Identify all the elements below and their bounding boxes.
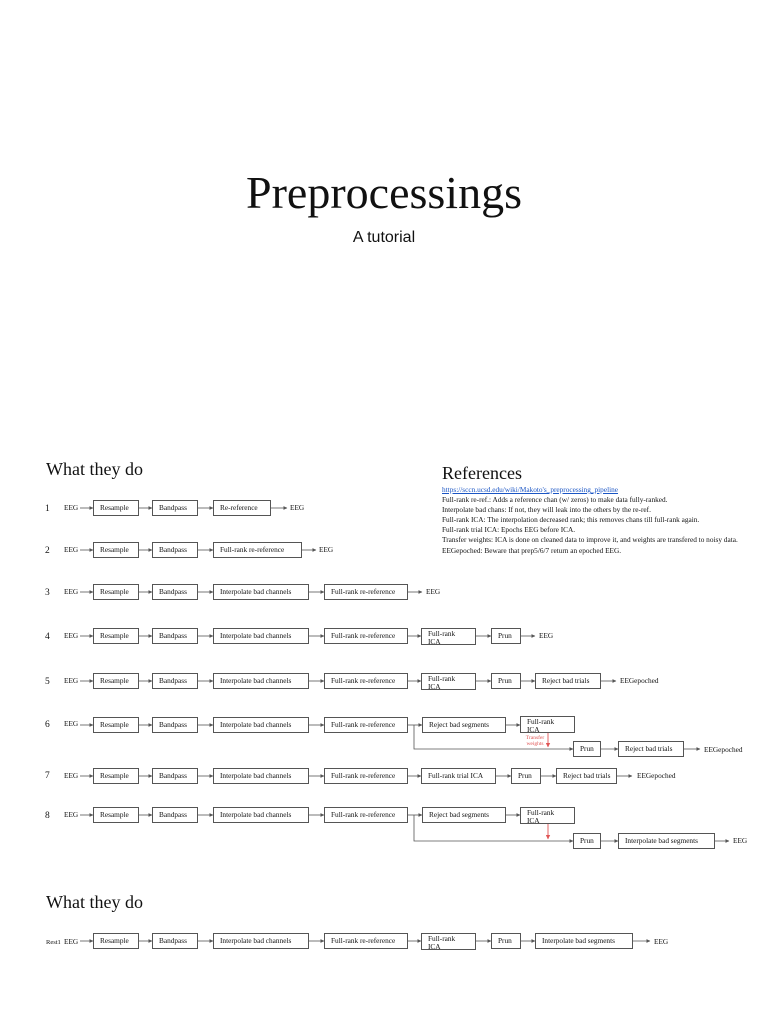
interp-bad-channels-box: Interpolate bad channels	[213, 584, 309, 600]
row-number: 5	[45, 677, 50, 687]
fullrank-reref-box: Full-rank re-reference	[324, 673, 408, 689]
resample-box: Resample	[93, 673, 139, 689]
fullrank-ica-label-bottom: ICA	[428, 942, 441, 951]
eeg-epoched-output-label: EEGepoched	[637, 771, 676, 780]
bandpass-box: Bandpass	[152, 628, 198, 644]
row-number: 7	[45, 771, 50, 781]
transfer-weights-label-bottom: weights	[526, 741, 544, 747]
reject-bad-segments-box: Reject bad segments	[422, 717, 506, 733]
fullrank-ica-label-top: Full-rank	[428, 629, 456, 638]
resample-box: Resample	[93, 542, 139, 558]
bandpass-box: Bandpass	[152, 500, 198, 516]
transfer-weights-note	[515, 735, 555, 747]
eeg-output-label: EEG	[539, 631, 554, 640]
page-subtitle: A tutorial	[352, 229, 416, 246]
resample-box: Resample	[93, 500, 139, 516]
references-link[interactable]: https://sccn.ucsd.edu/wiki/Makoto's_preprocessing_pipeline	[442, 485, 619, 494]
resample-box: Resample	[93, 628, 139, 644]
references-panel	[442, 462, 754, 556]
eeg-epoched-output-label: EEGepoched	[704, 745, 743, 754]
reject-bad-trials-box: Reject bad trials	[556, 768, 617, 784]
eeg-output-label: EEG	[319, 545, 334, 554]
bandpass-box: Bandpass	[152, 542, 198, 558]
bandpass-box: Bandpass	[152, 768, 198, 784]
interp-bad-channels-box: Interpolate bad channels	[213, 807, 309, 823]
row-number: 3	[45, 588, 50, 598]
row-number: 2	[45, 546, 50, 556]
eeg-input-label: EEG	[64, 937, 79, 946]
fullrank-reref-box: Full-rank re-reference	[324, 807, 408, 823]
interp-bad-segments-box: Interpolate bad segments	[618, 833, 715, 849]
rereference-box: Re-reference	[213, 500, 271, 516]
fullrank-reref-box: Full-rank re-reference	[324, 584, 408, 600]
fullrank-trial-ica-box: Full-rank trial ICA	[421, 768, 496, 784]
fullrank-ica-label-bottom: ICA	[428, 637, 441, 646]
prun-box: Prun	[511, 768, 541, 784]
resample-box: Resample	[93, 717, 139, 733]
fullrank-ica-label-bottom: ICA	[428, 682, 441, 691]
reference-note: Full-rank re-ref.: Adds a reference chan (w/ zeros) to make data fully-ranked.	[442, 495, 668, 505]
eeg-input-label: EEG	[64, 676, 79, 685]
fullrank-reref-box: Full-rank re-reference	[324, 717, 408, 733]
eeg-input-label: EEG	[64, 719, 79, 728]
reference-note: Transfer weights: ICA is done on cleaned data to improve it, and weights are transfered to noisy data.	[442, 535, 738, 545]
row-number: 8	[45, 811, 50, 821]
eeg-input-label: EEG	[64, 771, 79, 780]
section-heading-what-they-do-rest: What they do	[46, 892, 143, 912]
fullrank-ica-box	[421, 628, 476, 645]
page-title: Preprocessings	[246, 167, 522, 218]
reject-bad-segments-box: Reject bad segments	[422, 807, 506, 823]
resample-box: Resample	[93, 807, 139, 823]
row-number: 1	[45, 504, 50, 514]
eeg-epoched-output-label: EEGepoched	[620, 676, 659, 685]
resample-box: Resample	[93, 584, 139, 600]
fullrank-ica-label-top: Full-rank	[527, 717, 555, 726]
interp-bad-segments-box: Interpolate bad segments	[535, 933, 633, 949]
reference-note: Full-rank ICA: The interpolation decreased rank; this removes chans till full-rank again.	[442, 515, 700, 525]
eeg-input-label: EEG	[64, 810, 79, 819]
reference-note: EEGepoched: Beware that prep5/6/7 return an epoched EEG.	[442, 545, 622, 555]
transfer-weights-label-top: Transfer	[525, 735, 545, 741]
eeg-output-label: EEG	[733, 836, 748, 845]
bandpass-box: Bandpass	[152, 717, 198, 733]
reference-note: Full-rank trial ICA: Epochs EEG before ICA.	[442, 525, 576, 535]
section-heading-what-they-do: What they do	[46, 459, 143, 479]
interp-bad-channels-box: Interpolate bad channels	[213, 628, 309, 644]
eeg-input-label: EEG	[64, 545, 79, 554]
fullrank-ica-box	[421, 933, 476, 950]
prun-box: Prun	[573, 833, 601, 849]
interp-bad-channels-box: Interpolate bad channels	[213, 768, 309, 784]
fullrank-ica-label-bottom: ICA	[527, 725, 540, 734]
interp-bad-channels-box: Interpolate bad channels	[213, 673, 309, 689]
eeg-output-label: EEG	[426, 587, 441, 596]
references-title: References	[442, 463, 522, 483]
fullrank-reref-box: Full-rank re-reference	[324, 768, 408, 784]
fullrank-ica-label-top: Full-rank	[527, 808, 555, 817]
eeg-output-label: EEG	[654, 937, 669, 946]
fullrank-ica-label-top: Full-rank	[428, 674, 456, 683]
eeg-input-label: EEG	[64, 631, 79, 640]
row-number: 4	[45, 632, 50, 642]
reject-bad-trials-box: Reject bad trials	[535, 673, 601, 689]
eeg-output-label: EEG	[290, 503, 305, 512]
reject-bad-trials-box: Reject bad trials	[618, 741, 684, 757]
bandpass-box: Bandpass	[152, 673, 198, 689]
eeg-input-label: EEG	[64, 587, 79, 596]
bandpass-box: Bandpass	[152, 584, 198, 600]
bandpass-box: Bandpass	[152, 807, 198, 823]
prun-box: Prun	[491, 933, 521, 949]
prun-box: Prun	[491, 628, 521, 644]
resample-box: Resample	[93, 933, 139, 949]
reference-note: Interpolate bad chans: If not, they will leak into the others by the re-ref.	[442, 505, 651, 515]
fullrank-reref-box: Full-rank re-reference	[324, 628, 408, 644]
interp-bad-channels-box: Interpolate bad channels	[213, 933, 309, 949]
interp-bad-channels-box: Interpolate bad channels	[213, 717, 309, 733]
fullrank-ica-box	[421, 673, 476, 690]
eeg-input-label: EEG	[64, 503, 79, 512]
bandpass-box: Bandpass	[152, 933, 198, 949]
fullrank-reref-box: Full-rank re-reference	[324, 933, 408, 949]
prun-box: Prun	[491, 673, 521, 689]
row-number: 6	[45, 720, 50, 730]
rest-label: Rest1	[46, 939, 61, 946]
prun-box: Prun	[573, 741, 601, 757]
fullrank-ica-label-bottom: ICA	[527, 816, 540, 825]
fullrank-ica-box	[520, 807, 575, 824]
fullrank-ica-box	[520, 716, 575, 733]
fullrank-ica-label-top: Full-rank	[428, 934, 456, 943]
resample-box: Resample	[93, 768, 139, 784]
fullrank-reref-box: Full-rank re-reference	[213, 542, 302, 558]
